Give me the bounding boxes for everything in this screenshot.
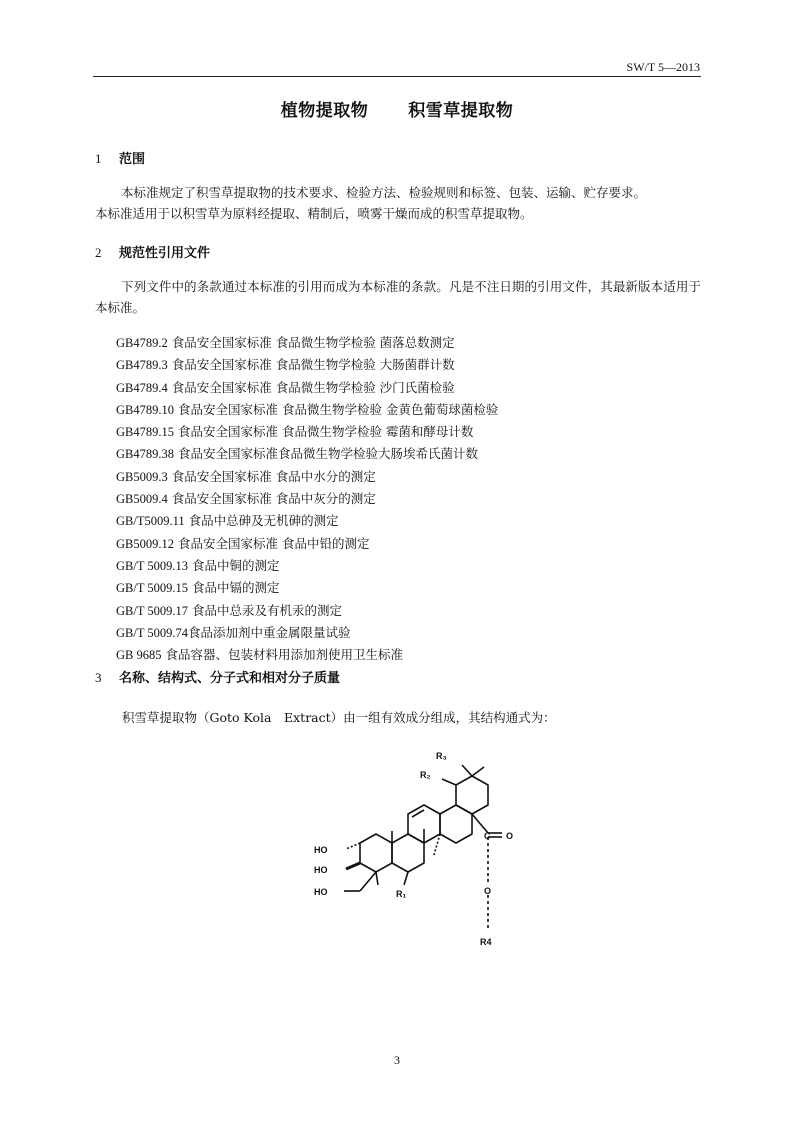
section-title: 名称、结构式、分子式和相对分子质量 xyxy=(119,671,341,686)
reference-item: GB5009.4 食品安全国家标准 食品中灰分的测定 xyxy=(116,491,376,507)
paragraph: 本标准规定了积雪草提取物的技术要求、检验方法、检验规则和标签、包装、运输、贮存要求。 xyxy=(121,185,647,200)
r2-label: R₂ xyxy=(420,770,431,780)
section-number: 2 xyxy=(95,245,102,260)
paragraph: 下列文件中的条款通过本标准的引用而成为本标准的条款。凡是不注日期的引用文件，其最新版本适用于本标准。 xyxy=(95,279,701,315)
reference-list xyxy=(116,332,498,666)
reference-item: GB5009.3 食品安全国家标准 食品中水分的测定 xyxy=(116,468,376,484)
reference-item: GB4789.2 食品安全国家标准 食品微生物学检验 菌落总数测定 xyxy=(116,335,455,350)
reference-item: GB4789.38 食品安全国家标准食品微生物学检验大肠埃希氏菌计数 xyxy=(116,446,478,462)
section-title: 范围 xyxy=(119,152,146,167)
section-3-heading xyxy=(95,667,340,686)
section-number: 1 xyxy=(95,151,102,166)
reference-item: GB4789.10 食品安全国家标准 食品微生物学检验 金黄色葡萄球菌检验 xyxy=(116,401,499,417)
r3-label: R₃ xyxy=(436,751,447,761)
reference-item: GB/T 5009.15 食品中镉的测定 xyxy=(116,580,280,596)
standard-code: SW/T 5—2013 xyxy=(626,60,700,74)
section-title: 规范性引用文件 xyxy=(119,246,211,261)
section-1-body xyxy=(95,182,701,224)
document-title xyxy=(0,96,794,121)
page-number: 3 xyxy=(394,1053,400,1067)
r4-label: R4 xyxy=(480,937,492,947)
hydroxyl-label: HO xyxy=(314,865,328,875)
title-category: 植物提取物 xyxy=(280,101,369,121)
reference-item: GB 9685 食品容器、包装材料用添加剂使用卫生标准 xyxy=(116,647,403,663)
carbonyl-carbon-label: C xyxy=(484,831,491,841)
reference-item: GB5009.12 食品安全国家标准 食品中铅的测定 xyxy=(116,535,370,551)
hydroxyl-label: HO xyxy=(314,845,328,855)
hydroxyl-label: HO xyxy=(314,887,328,897)
carbonyl-oxygen-label: O xyxy=(506,831,514,841)
section-1-heading xyxy=(95,148,145,167)
reference-item: GB/T 5009.13 食品中铜的测定 xyxy=(116,557,280,573)
header-rule xyxy=(93,76,701,77)
reference-item: GB4789.3 食品安全国家标准 食品微生物学检验 大肠菌群计数 xyxy=(116,357,455,373)
ester-oxygen-label: O xyxy=(484,886,492,896)
reference-item: GB/T 5009.17 食品中总汞及有机汞的测定 xyxy=(116,602,342,618)
reference-item: GB/T 5009.74食品添加剂中重金属限量试验 xyxy=(116,624,351,640)
structural-formula xyxy=(300,745,540,955)
structure-intro: 积雪草提取物（Goto Kola Extract）由一组有效成分组成，其结构通式为： xyxy=(122,710,556,725)
section-number: 3 xyxy=(95,670,102,685)
reference-item: GB/T5009.11 食品中总砷及无机砷的测定 xyxy=(116,513,339,529)
reference-item: GB4789.4 食品安全国家标准 食品微生物学检验 沙门氏菌检验 xyxy=(116,379,455,395)
section-2-heading xyxy=(95,242,210,261)
paragraph: 本标准适用于以积雪草为原料经提取、精制后，喷雾干燥而成的积雪草提取物。 xyxy=(95,206,533,221)
reference-item: GB4789.15 食品安全国家标准 食品微生物学检验 霉菌和酵母计数 xyxy=(116,424,474,440)
r1-label: R₁ xyxy=(396,889,407,899)
section-2-body xyxy=(95,276,701,318)
title-product: 积雪草提取物 xyxy=(408,101,514,121)
